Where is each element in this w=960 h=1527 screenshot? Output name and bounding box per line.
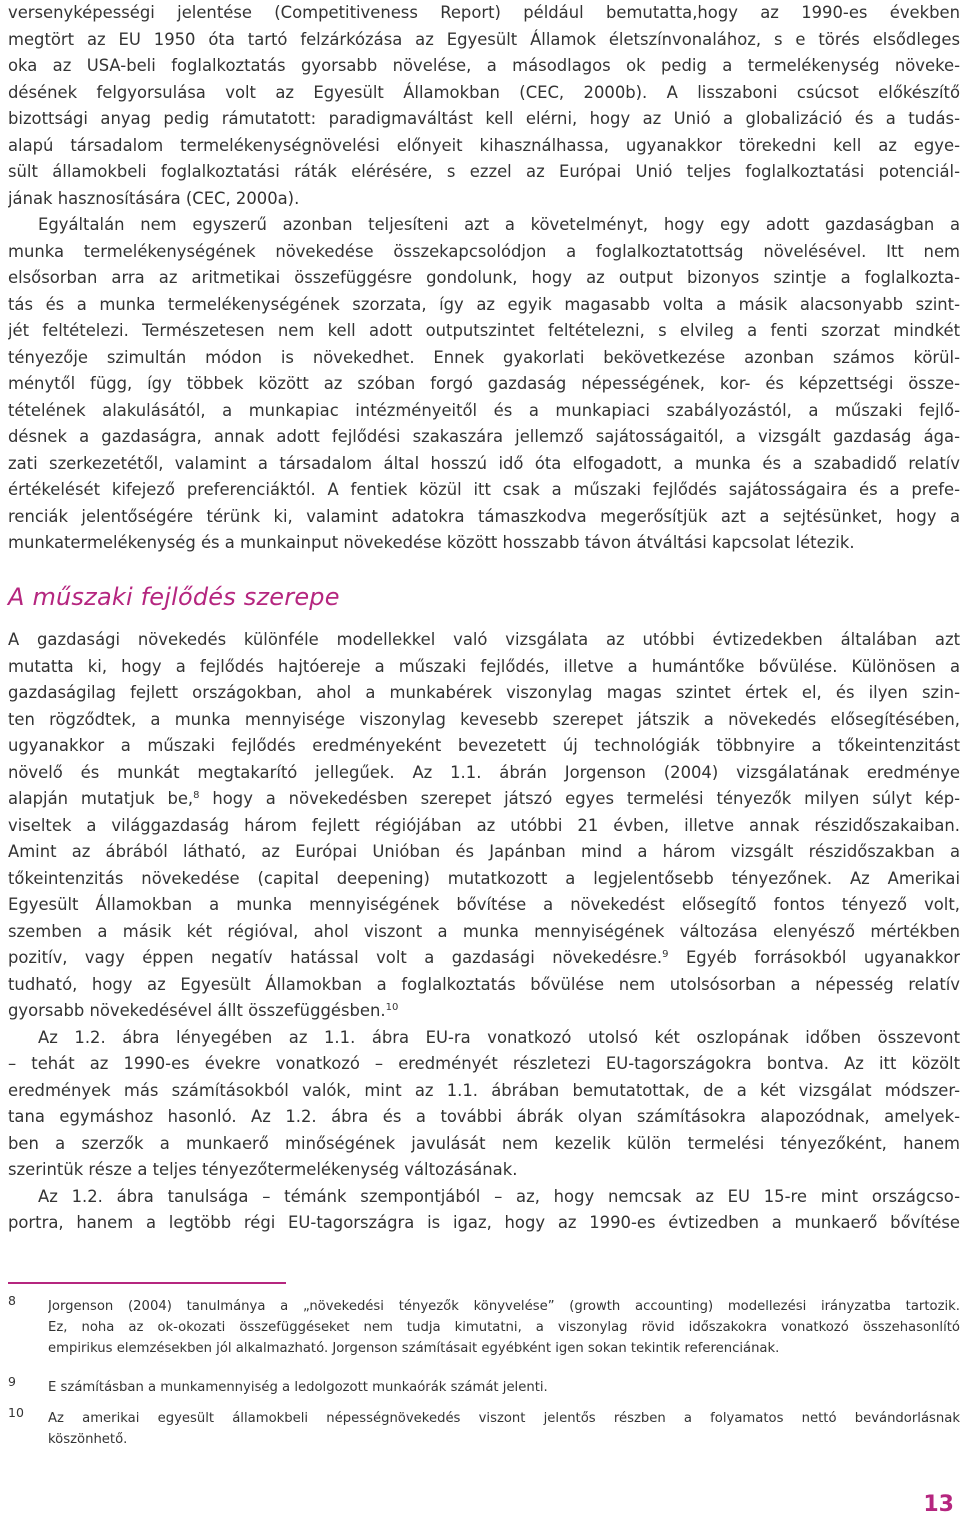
text-line: bizottsági anyag pedig rámutatott: paradigmaváltást kell elérni, hogy az Unió a globalizáció és a tudás- xyxy=(8,109,960,128)
text-line xyxy=(8,945,960,972)
text-line: ménytől függ, így többek között az szóban forgó gazdaság népességének, kor- és képzettségi össze- xyxy=(8,374,960,393)
footnote-text xyxy=(48,1377,960,1398)
text-line: tana egymáshoz hasonló. Az 1.2. ábra és a további ábrák olyan számításokra alapozódnak, amelyek- xyxy=(8,1107,960,1126)
footnote-number: 10 xyxy=(8,1405,24,1420)
text-line: gazdaságilag fejlett országokban, ahol a munkabérek viszonylag magas szintet értek el, és ilyen szin- xyxy=(8,683,960,702)
footnote-line: Jorgenson (2004) tanulmánya a „növekedési tényezők könyvelése” (growth accounting) modellezési irányzatba tartozik. xyxy=(48,1299,960,1314)
text-line xyxy=(8,998,960,1025)
paragraph-3 xyxy=(8,627,960,1025)
footnote-8 xyxy=(8,1293,960,1359)
section-heading: A műszaki fejlődés szerepe xyxy=(8,583,340,611)
page-number: 13 xyxy=(923,1492,954,1517)
footnote-line: Ez, noha az ok-okozati összefüggéseket nem tudja kimutatni, a viszonylag rövid időszakokra vonatkozó összehasonlító xyxy=(48,1320,960,1335)
text-line: tényezője szimultán módon is növekedhet. Ennek gyakorlati bekövetkezése azonban számos körül- xyxy=(8,347,960,367)
text-line: mutatta ki, hogy a fejlődés hajtóereje a műszaki fejlődés, illetve a humántőke bővülése. Különösen a xyxy=(8,656,960,676)
text-line: ben a szerzők a munkaerő minőségének javulását nem kezelik külön termelési tényezőként, hanem xyxy=(8,1133,960,1153)
footnote-text xyxy=(48,1296,960,1359)
text-line: tudható, hogy az Egyesült Államokban a foglalkoztatás bővülése nem utolsósorban a népesség relatív xyxy=(8,974,960,994)
footnote-ref-9[interactable]: 9 xyxy=(662,949,669,960)
text-line: désnek a gazdaságra, annak adott fejlődési szakaszára jellemző sajátosságaitól, a vizsgált gazdaság ága- xyxy=(8,427,960,446)
text-line: tás és a munka termelékenységének szorzata, így az egyik magasabb volta a másik alacsonyabb szint- xyxy=(8,294,960,314)
text-line: portra, hanem a legtöbb régi EU-tagországra is igaz, hogy az 1990-es évtizedben a munkaerő bővítése xyxy=(8,1213,960,1232)
text-line: munka termelékenységének növekedése összekapcsolódjon a foglalkoztatottság növelésével. Itt nem xyxy=(8,241,960,261)
text-fragment: Egyéb forrásokból ugyanakkor xyxy=(668,948,960,967)
footnote-number: 9 xyxy=(8,1374,16,1389)
footnote-line: empirikus elemzésekben jól alkalmazható. Jorgenson számításait egyébként igen sokan tekintik referenciának. xyxy=(48,1341,780,1356)
footnote-ref-8[interactable]: 8 xyxy=(193,790,200,801)
text-line: désének felgyorsulása volt az Egyesült Államokban (CEC, 2000b). A lisszaboni csúcsot előkészítő xyxy=(8,82,960,102)
text-line: jának hasznosítására (CEC, 2000a). xyxy=(8,188,300,208)
footnote-divider xyxy=(8,1282,286,1284)
paragraph-1 xyxy=(8,0,960,212)
text-line: alapú társadalom termelékenységnövelési előnyeit kihasználhassa, ugyanakkor törekedni kell az egye- xyxy=(8,135,960,155)
paragraph-4 xyxy=(8,1025,960,1184)
text-line: növelő és munkát megtakarító jellegűek. Az 1.1. ábrán Jorgenson (2004) vizsgálatának eredménye xyxy=(8,762,960,782)
text-line: jét feltételezi. Természetesen nem kell adott outputszintet feltételezni, s elvileg a fenti szorzat mindkét xyxy=(8,321,960,340)
text-line: Amint az ábrából látható, az Európai Unióban és Japánban mind a három vizsgált részidőszakban a xyxy=(8,842,960,861)
text-line: elsősorban arra az aritmetikai összefüggésre gondolunk, hogy az output bizonyos szintje a foglalkozta- xyxy=(8,268,960,287)
text-fragment: alapján mutatjuk be, xyxy=(8,789,194,808)
text-line: tőkeintenzitás növekedése (capital deepening) mutatkozott a legjelentősebb tényezőnek. Az Amerikai xyxy=(8,868,960,888)
footnote-line: E számításban a munkamennyiség a ledolgozott munkaórák számát jelenti. xyxy=(48,1380,548,1395)
text-line: szerintük része a teljes tényezőtermelékenység változásának. xyxy=(8,1160,518,1179)
text-line: Az 1.2. ábra lényegében az 1.1. ábra EU-ra vonatkozó utolsó két oszlopának időben összevont xyxy=(38,1027,960,1047)
footnote-text xyxy=(48,1408,960,1450)
body-text-section xyxy=(8,627,960,1237)
text-line: oka az USA-beli foglalkoztatás gyorsabb növelése, a másodlagos ok pedig a termelékenység növeke- xyxy=(8,56,960,75)
footnote-line: Az amerikai egyesült államokbeli népességnövekedés viszont jelentős részben a folyamatos nettó bevándorlásnak xyxy=(48,1411,960,1426)
text-line: sült államokbeli foglalkoztatási ráták elérésére, s ezzel az Európai Unió teljes foglalkoztatási potenciál- xyxy=(8,162,960,181)
text-line: Egyáltalán nem egyszerű azonban teljesíteni azt a követelményt, hogy egy adott gazdaságban a xyxy=(38,215,960,234)
footnote-number: 8 xyxy=(8,1293,16,1308)
text-line: ugyanakkor a műszaki fejlődés eredményeként bevezetett új technológiák többnyire a tőkeintenzitást xyxy=(8,736,960,755)
text-line: megtört az EU 1950 óta tartó felzárkózása az Egyesült Államok életszínvonalához, s e törés elsődleges xyxy=(8,29,960,49)
footnote-ref-10[interactable]: 10 xyxy=(385,1002,399,1013)
text-line: értékelését kifejező preferenciáktól. A fentiek közül itt csak a műszaki fejlődés sajátosságaira és a prefe- xyxy=(8,480,960,499)
paragraph-2 xyxy=(8,212,960,557)
text-line: munkatermelékenység és a munkainput növekedése között hosszabb távon átváltási kapcsolat létezik. xyxy=(8,533,855,552)
footnote-line: köszönhető. xyxy=(48,1432,128,1447)
footnote-9 xyxy=(8,1374,960,1398)
text-line: versenyképességi jelentése (Competitiveness Report) például bemutatta,hogy az 1990-es években xyxy=(8,3,960,22)
text-line: tételének alakulásától, a munkapiac intézményeitől és a munkapiaci szabályozástól, a műszaki fejlő- xyxy=(8,400,960,420)
text-line: Egyesült Államokban a munka mennyiségének bővítése a növekedést elősegítő fontos tényező volt, xyxy=(8,895,960,914)
text-line: szemben a másik két régióval, ahol viszont a munka mennyiségének változása elenyésző mértékben xyxy=(8,921,960,941)
text-line: zati szerkezetétől, valamint a társadalom által hosszú idő óta elfogadott, a munka és a szabadidő relatív xyxy=(8,453,960,473)
text-fragment: hogy a növekedésben szerepet játszó egyes termelési tényezők milyen súlyt kép- xyxy=(199,789,960,808)
text-line: viseltek a világgazdaság három fejlett régiójában az utóbbi 21 évben, illetve annak részidőszakaiban. xyxy=(8,815,960,835)
body-text-top xyxy=(8,0,960,557)
text-fragment: pozitív, vagy éppen negatív hatással volt a gazdasági növekedésre. xyxy=(8,948,663,967)
text-fragment: gyorsabb növekedésével állt összefüggésben. xyxy=(8,1001,386,1020)
text-line: – tehát az 1990-es évekre vonatkozó – eredményét részletezi EU-tagországokra bontva. Az itt közölt xyxy=(8,1054,960,1073)
text-line: Az 1.2. ábra tanulsága – témánk szempontjából – az, hogy nemcsak az EU 15-re mint országcso- xyxy=(38,1186,960,1206)
text-line: ten rögződtek, a munka mennyisége viszonylag kevesebb szerepet játszik a növekedés elősegítésében, xyxy=(8,709,960,729)
footnote-10 xyxy=(8,1405,960,1450)
text-line xyxy=(8,786,960,813)
text-line: eredmények más számításokból valók, mint az 1.1. ábrában bemutatottak, de a két vizsgálat módszer- xyxy=(8,1080,960,1100)
text-line: A gazdasági növekedés különféle modellekkel való vizsgálata az utóbbi évtizedekben általában azt xyxy=(8,630,960,649)
text-line: renciák jelentőségére térünk ki, valamint adatokra támaszkodva megerősítjük azt a sejtésünket, hogy a xyxy=(8,506,960,526)
paragraph-5 xyxy=(8,1184,960,1237)
